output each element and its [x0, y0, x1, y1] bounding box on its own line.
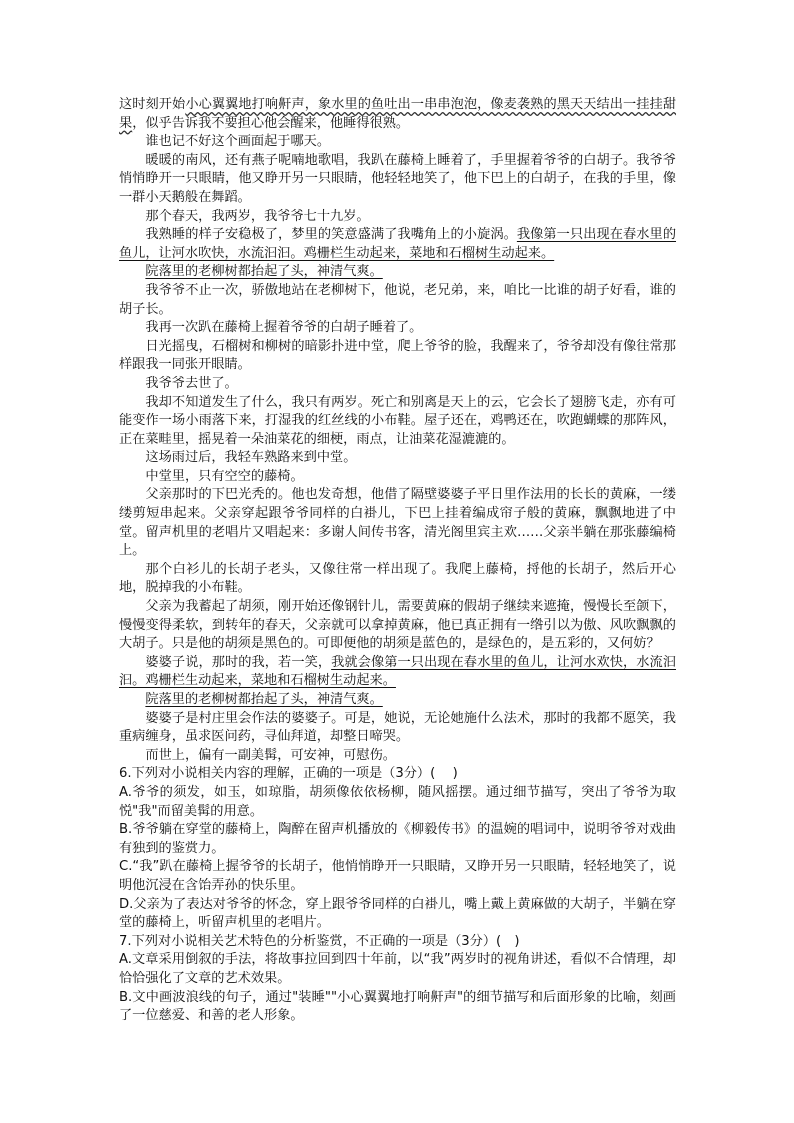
text-run: 父亲那时的下巴光秃的。他也发奇想，他借了隔壁婆婆子平日里作法用的长长的黄麻，一缕缕剪短串起来。父亲穿起跟爷爷同样的白褂儿，下巴上挂着编成帘子般的黄麻，飘飘地进了中堂。留声机里的老唱片又唱起来：多谢人间传书客，清光阁里宾主欢……父亲半躺在那张藤编椅上。 [119, 487, 676, 559]
paragraph [119, 933, 676, 952]
underlined-text: 院落里的老柳树都抬起了头，神清气爽。 [145, 692, 383, 707]
paragraph [119, 784, 676, 821]
text-run: 日光摇曳，石榴树和柳树的暗影扑进中堂，爬上爷爷的脸，我醒来了，爷爷却没有像往常那样跟我一同张开眼睛。 [119, 338, 676, 373]
paragraph [119, 989, 676, 1026]
text-run: 那个白衫儿的长胡子老头，又像往常一样出现了。我爬上藤椅，捋他的长胡子，然后开心地，脱掉我的小布鞋。 [119, 561, 676, 596]
paragraph [119, 208, 676, 227]
text-run: 6.下列对小说相关内容的理解，正确的一项是（3分）( ) [119, 766, 458, 782]
paragraph [119, 654, 676, 691]
paragraph [119, 375, 676, 394]
paragraph [119, 319, 676, 338]
text-run: 7.下列对小说相关艺术特色的分析鉴赏，不正确的一项是（3分）( ) [119, 933, 520, 949]
text-run: 谁也记不好这个画面起于哪天。 [145, 134, 331, 150]
paragraph [119, 282, 676, 319]
text-run: 父亲为我蓄起了胡须，刚开始还像钢针儿，需要黄麻的假胡子继续来遮掩，慢慢长至颌下，慢慢变得柔软，到转年的春天，父亲就可以拿掉黄麻，他已真正拥有一绺引以为傲、风吹飘飘的大胡子。只是他的胡须是黑色的。可即便他的胡须是蓝色的，是绿色的，是五彩的，又何妨？ [119, 599, 676, 652]
text-run: 我爷爷去世了。 [145, 375, 238, 391]
underlined-text: 我像第一只出现在春水里的鱼儿，让河水吹快，水流汩汩。鸡栅栏生动起来，菜地和石榴树生动起来。 [119, 227, 677, 261]
document-body [119, 96, 676, 1026]
paragraph [119, 449, 676, 468]
text-run: 这场雨过后，我轻车熟路来到中堂。 [145, 450, 357, 466]
paragraph [119, 858, 676, 895]
paragraph [119, 747, 676, 766]
paragraph [119, 226, 676, 263]
paragraph [119, 338, 676, 375]
text-run: ，似乎告诉我不要担心他会醒来，他睡得很熟。 [132, 115, 410, 131]
paragraph [119, 598, 676, 654]
paragraph [119, 561, 676, 598]
text-run: 而世上，偏有一副美髯，可安神，可慰伤。 [145, 747, 396, 763]
text-run: 我却不知道发生了什么，我只有两岁。死亡和别离是天上的云，它会长了翅膀飞走，亦有可能变作一场小雨落下来，打湿我的红丝线的小布鞋。屋子还在，鸡鸭还在，吹跑蝴蝶的那阵风，正在菜畦里，摇晃着一朵油菜花的细梗，雨点，让油菜花湿漉漉的。 [119, 394, 676, 447]
paragraph [119, 951, 676, 988]
paragraph [119, 486, 676, 560]
text-run: 这时刻开始 [119, 97, 186, 112]
text-run: 婆婆子是村庄里会作法的婆婆子。可是，她说，无论她施什么法术，那时的我都不愿笑，我重病缠身，虽求医问药，寻仙拜道，却整日啼哭。 [119, 710, 676, 745]
paragraph [119, 896, 676, 933]
text-run: C.“我”趴在藤椅上握爷爷的长胡子，他悄悄睁开一只眼睛，又睁开另一只眼睛，轻轻地笑了，说明他沉浸在含饴弄孙的快乐里。 [119, 859, 676, 893]
text-run: B.爷爷躺在穿堂的藤椅上，陶醉在留声机播放的《柳毅传书》的温婉的唱词中，说明爷爷对戏曲有独到的鉴赏力。 [119, 822, 676, 856]
text-run: 我再一次趴在藤椅上握着爷爷的白胡子睡着了。 [145, 320, 423, 336]
paragraph [119, 710, 676, 747]
text-run: 中堂里，只有空空的藤椅。 [145, 468, 304, 484]
paragraph [119, 468, 676, 487]
text-run: 我爷爷不止一次，骄傲地站在老柳树下，他说，老兄弟，来，咱比一比谁的胡子好看，谁的胡子长。 [119, 282, 676, 317]
text-run: 我熟睡的样子安稳极了，梦里的笑意盛满了我嘴角上的小旋涡。 [145, 227, 517, 243]
wavy-underlined-text: 小心翼翼地打响鼾声，象水里的鱼吐出一串串泡泡，像麦袭熟的黑天天结出一挂挂甜果 [119, 97, 677, 131]
paragraph [119, 691, 676, 710]
paragraph [119, 133, 676, 152]
text-run: 那个春天，我两岁，我爷爷七十九岁。 [145, 208, 370, 224]
paragraph [119, 96, 676, 133]
paragraph [119, 263, 676, 282]
text-run: D.父亲为了表达对爷爷的怀念，穿上跟爷爷同样的白褂儿，嘴上戴上黄麻做的大胡子，半躺在穿堂的藤椅上，听留声机里的老唱片。 [119, 896, 676, 931]
underlined-text: 院落里的老柳树都抬起了头，神清气爽。 [145, 264, 383, 280]
underlined-text: 我就会像第一只出现在春水里的鱼儿，让河水欢快，水流汩汩。鸡栅栏生动起来，菜地和石榴树生动起来。 [119, 654, 677, 689]
paragraph [119, 821, 676, 858]
text-run: A.爷爷的须发，如玉，如琼脂，胡须像依依杨柳，随风摇摆。通过细节描写，突出了爷爷为取悦"我"而留美髯的用意。 [119, 784, 676, 819]
text-run: B.文中画波浪线的句子，通过"装睡""小心翼翼地打响鼾声"的细节描写和后面形象的比喻，刻画了一位慈爱、和善的老人形象。 [119, 989, 676, 1024]
text-run: 婆婆子说，那时的我，若一笑， [145, 654, 332, 670]
paragraph [119, 394, 676, 450]
text-run: 暖暖的南风，还有燕子呢喃地歌唱，我趴在藤椅上睡着了，手里握着爷爷的白胡子。我爷爷悄悄睁开一只眼睛，他又睁开另一只眼睛，他轻轻地笑了，他下巴上的白胡子，在我的手里，像一群小天鹅般在舞蹈。 [119, 152, 676, 205]
paragraph [119, 152, 676, 208]
text-run: A.文章采用倒叙的手法，将故事拉回到四十年前，以“我”两岁时的视角讲述，看似不合情理，却恰恰强化了文章的艺术效果。 [119, 952, 676, 986]
paragraph [119, 765, 676, 784]
